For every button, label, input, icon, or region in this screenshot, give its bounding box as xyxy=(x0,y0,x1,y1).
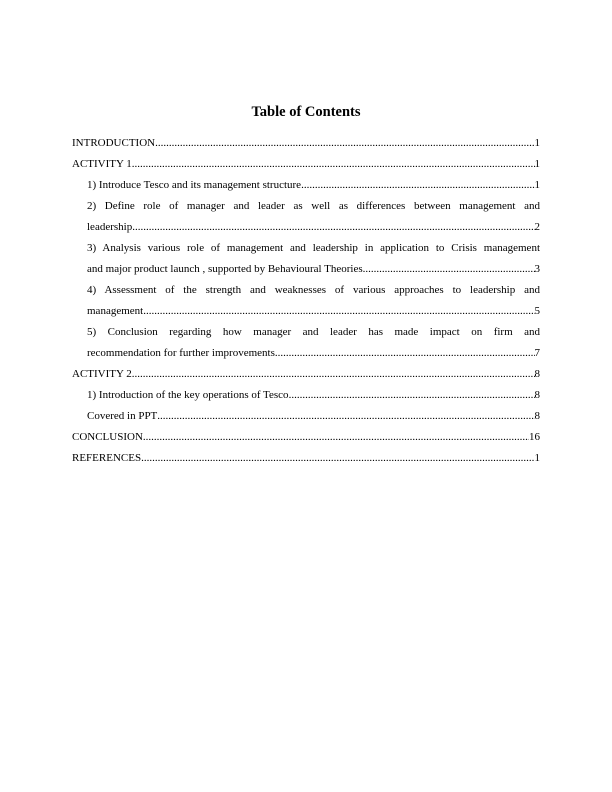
dot-leader xyxy=(143,301,534,322)
toc-entry-key-operations[interactable] xyxy=(72,385,540,406)
dot-leader xyxy=(141,448,534,469)
toc-entry-text: ACTIVITY 2 xyxy=(72,368,132,380)
toc-page-number: 16 xyxy=(529,431,540,443)
toc-entry-analysis-roles[interactable] xyxy=(72,238,540,280)
table-of-contents xyxy=(72,133,540,469)
dot-leader xyxy=(155,133,534,154)
toc-page-number: 1 xyxy=(534,179,540,191)
toc-page-number: 3 xyxy=(534,263,540,275)
toc-entry-assessment[interactable] xyxy=(72,280,540,322)
dot-leader xyxy=(132,364,535,385)
toc-entry-text: ACTIVITY 1 xyxy=(72,158,132,170)
toc-entry-activity-1[interactable] xyxy=(72,154,540,175)
toc-page-number: 8 xyxy=(534,368,540,380)
toc-entry-text: 1) Introduce Tesco and its management structure xyxy=(87,179,302,191)
toc-entry-text: REFERENCES xyxy=(72,452,142,464)
dot-leader xyxy=(275,343,535,364)
toc-page-number: 1 xyxy=(534,158,540,170)
toc-entry-activity-2[interactable] xyxy=(72,364,540,385)
dot-leader xyxy=(132,217,534,238)
toc-page-number: 2 xyxy=(534,221,540,233)
toc-entry-text: leadership xyxy=(87,221,133,233)
toc-entry-text-line: 2) Define role of manager and leader as well as differences between management and xyxy=(87,200,540,212)
toc-entry-text: recommendation for further improvements xyxy=(87,347,275,359)
toc-entry-introduction[interactable] xyxy=(72,133,540,154)
toc-entry-covered-in-ppt[interactable] xyxy=(72,406,540,427)
toc-entry-conclusion[interactable] xyxy=(72,427,540,448)
dot-leader xyxy=(363,259,535,280)
toc-page-number: 8 xyxy=(534,389,540,401)
toc-entry-text-line: 5) Conclusion regarding how manager and leader has made impact on firm and xyxy=(87,326,540,338)
dot-leader xyxy=(157,406,534,427)
toc-entry-text: 1) Introduction of the key operations of Tesco xyxy=(87,389,289,401)
toc-entry-text: management xyxy=(87,305,144,317)
toc-entry-text: INTRODUCTION xyxy=(72,137,156,149)
toc-entry-introduce-tesco[interactable] xyxy=(72,175,540,196)
toc-page-number: 1 xyxy=(534,452,540,464)
dot-leader xyxy=(301,175,534,196)
dot-leader xyxy=(289,385,535,406)
toc-entry-text: Covered in PPT xyxy=(87,410,158,422)
toc-entry-text-line: 3) Analysis various role of management and leadership in application to Crisis management xyxy=(87,242,540,254)
toc-entry-text: and major product launch , supported by Behavioural Theories xyxy=(87,263,363,275)
toc-entry-text: CONCLUSION xyxy=(72,431,143,443)
toc-page-number: 8 xyxy=(534,410,540,422)
toc-title: Table of Contents xyxy=(251,104,361,120)
dot-leader xyxy=(132,154,535,175)
toc-entry-text-line: 4) Assessment of the strength and weaknesses of various approaches to leadership and xyxy=(87,284,540,296)
dot-leader xyxy=(143,427,529,448)
toc-page-number: 1 xyxy=(534,137,540,149)
toc-page-number: 7 xyxy=(534,347,540,359)
toc-page-number: 5 xyxy=(534,305,540,317)
toc-entry-conclusion-impact[interactable] xyxy=(72,322,540,364)
toc-entry-define-role[interactable] xyxy=(72,196,540,238)
toc-entry-references[interactable] xyxy=(72,448,540,469)
